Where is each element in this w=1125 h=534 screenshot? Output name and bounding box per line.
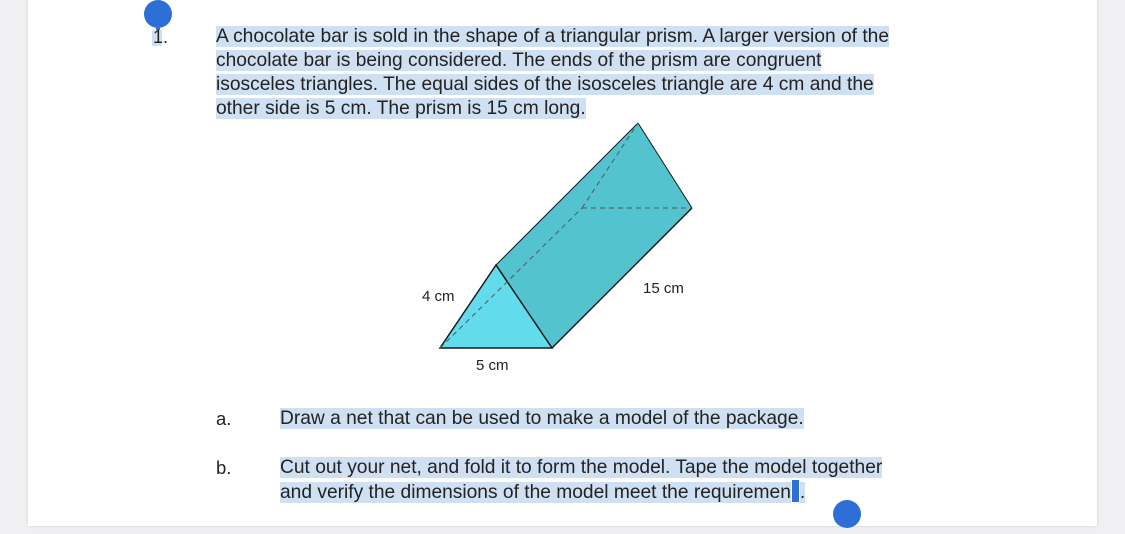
question-line-3: isosceles triangles. The equal sides of the isosceles triangle are 4 cm and the [216, 74, 874, 95]
item-b-letter: b. [216, 457, 232, 478]
label-base-5cm: 5 cm [476, 357, 509, 374]
question-line-2: chocolate bar is being considered. The ends of the prism are congruent [216, 50, 822, 71]
question-number: 1. [153, 27, 169, 47]
item-a-letter: a. [216, 408, 232, 429]
triangular-prism-figure [400, 115, 720, 385]
question-line-4: other side is 5 cm. The prism is 15 cm long. [216, 98, 586, 119]
question-paragraph[interactable] [216, 25, 976, 121]
item-b-line-2: and verify the dimensions of the model meet the requiremen [280, 482, 791, 503]
item-a-text[interactable] [280, 407, 980, 431]
label-side-4cm: 4 cm [422, 288, 455, 305]
item-a-line-1: Draw a net that can be used to make a model of the package. [280, 408, 804, 429]
label-length-15cm: 15 cm [643, 280, 684, 297]
selection-end-handle[interactable] [830, 494, 864, 534]
question-line-1: A chocolate bar is sold in the shape of a triangular prism. A larger version of the [216, 26, 890, 47]
text-cursor [792, 480, 799, 502]
item-b-text[interactable] [280, 456, 980, 505]
item-b-line-2-end: . [799, 482, 806, 503]
item-b-line-1: Cut out your net, and fold it to form the model. Tape the model together [280, 457, 883, 478]
prism-drawing [400, 115, 720, 385]
